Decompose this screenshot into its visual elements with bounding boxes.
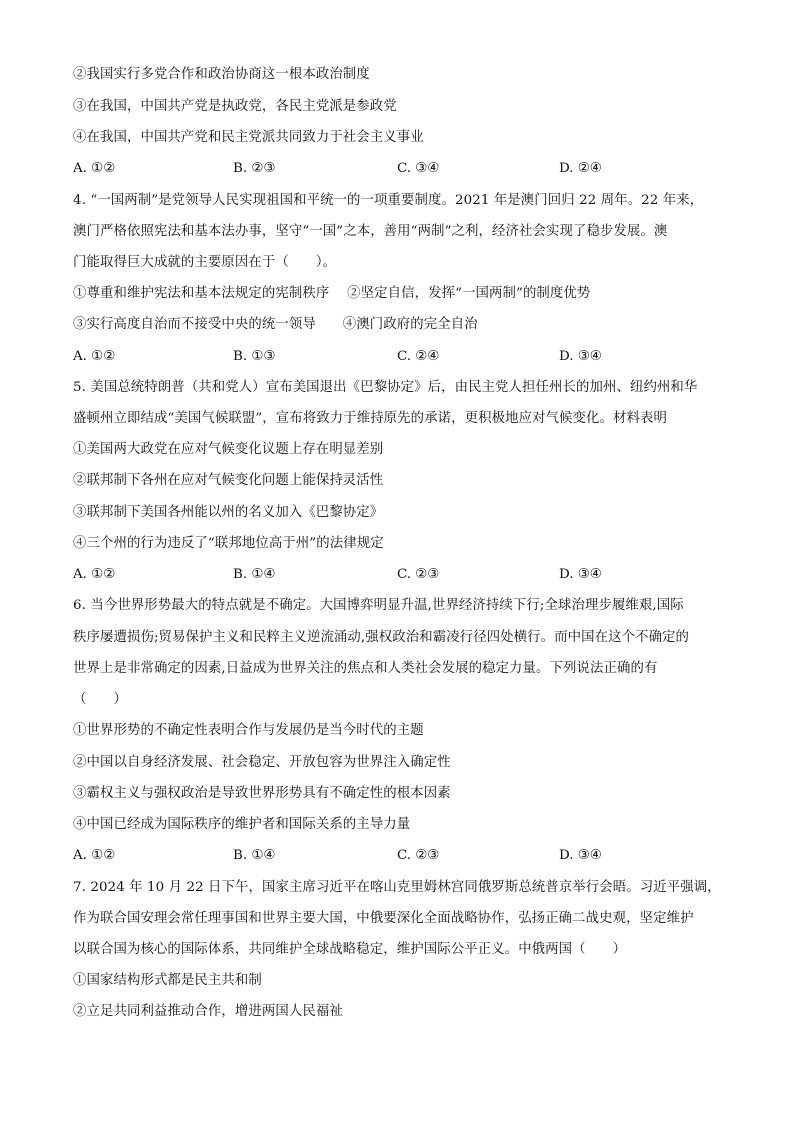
q6-statement-3: ③霸权主义与强权政治是导致世界形势具有不确定性的根本因素 <box>73 786 451 801</box>
q3-option-b: B. ②③ <box>233 161 276 176</box>
q3-statement-3: ③在我国，中国共产党是执政党，各民主党派是参政党 <box>73 99 397 114</box>
q5-option-d: D. ③④ <box>559 567 602 582</box>
q5-stem-line-2: 盛顿州立即结成“美国气候联盟”，宣布将致力于维持原先的承诺，更积极地应对气候变化。材料表明 <box>73 411 667 426</box>
q6-option-d: D. ③④ <box>559 848 602 863</box>
q6-statement-2: ②中国以自身经济发展、社会稳定、开放包容为世界注入确定性 <box>73 755 451 770</box>
q5-option-a: A. ①② <box>73 567 116 582</box>
q4-option-b: B. ①③ <box>233 349 276 364</box>
q4-option-d: D. ③④ <box>559 349 602 364</box>
q4-option-c: C. ②④ <box>397 349 440 364</box>
q4-statements-2: ③实行高度自治而不接受中央的统一领导 ④澳门政府的完全自治 <box>73 317 478 332</box>
q6-stem-line-4: （ ） <box>73 692 127 707</box>
q7-statement-1: ①国家结构形式都是民主共和制 <box>73 973 262 988</box>
q6-stem-line-3: 世界上是非常确定的因素,日益成为世界关注的焦点和人类社会发展的稳定力量。下列说法正确的有 <box>73 661 658 676</box>
q3-statement-2: ②我国实行多党合作和政治协商这一根本政治制度 <box>73 67 370 82</box>
q3-statement-4: ④在我国，中国共产党和民主党派共同致力于社会主义事业 <box>73 130 424 145</box>
q5-statement-3: ③联邦制下美国各州能以州的名义加入《巴黎协定》 <box>73 505 384 520</box>
q7-stem-line-3: 以联合国为核心的国际体系，共同维护全球战略稳定，维护国际公平正义。中俄两国（ ） <box>73 942 627 957</box>
q6-statement-4: ④中国已经成为国际秩序的维护者和国际关系的主导力量 <box>73 817 411 832</box>
q6-statement-1: ①世界形势的不确定性表明合作与发展仍是当今时代的主题 <box>73 723 424 738</box>
q5-stem-line-1: 5. 美国总统特朗普（共和党人）宣布美国退出《巴黎协定》后，由民主党人担任州长的加州、纽约州和华 <box>73 380 698 395</box>
q5-statement-1: ①美国两大政党在应对气候变化议题上存在明显差别 <box>73 442 384 457</box>
q6-option-b: B. ①④ <box>233 848 276 863</box>
q3-options <box>73 159 733 179</box>
q4-stem-line-2: 澳门严格依照宪法和基本法办事，坚守“一国”之本，善用“两制”之利，经济社会实现了稳步发展。澳 <box>73 224 668 239</box>
q5-options <box>73 565 733 585</box>
q4-stem-line-1: 4. “一国两制”是党领导人民实现祖国和平统一的一项重要制度。2021 年是澳门回归 22 周年。22 年来， <box>73 193 704 208</box>
q7-statement-2: ②立足共同利益推动合作，增进两国人民福祉 <box>73 1004 343 1019</box>
q3-option-a: A. ①② <box>73 161 116 176</box>
q5-statement-2: ②联邦制下各州在应对气候变化问题上能保持灵活性 <box>73 473 384 488</box>
q4-stem-line-3: 门能取得巨大成就的主要原因在于（ ）。 <box>73 255 337 270</box>
q6-option-c: C. ②③ <box>397 848 440 863</box>
q5-option-b: B. ①④ <box>233 567 276 582</box>
q6-stem-line-1: 6. 当今世界形势最大的特点就是不确定。大国博弈明显升温,世界经济持续下行;全球治理步履维艰,国际 <box>73 598 684 613</box>
q4-statements-1: ①尊重和维护宪法和基本法规定的宪制秩序 ②坚定自信，发挥“一国两制”的制度优势 <box>73 286 591 301</box>
q4-option-a: A. ①② <box>73 349 116 364</box>
q4-options <box>73 347 733 367</box>
q3-option-d: D. ②④ <box>559 161 602 176</box>
q3-option-c: C. ③④ <box>397 161 440 176</box>
q6-option-a: A. ①② <box>73 848 116 863</box>
q5-option-c: C. ②③ <box>397 567 440 582</box>
q5-statement-4: ④三个州的行为违反了“联邦地位高于州”的法律规定 <box>73 536 384 551</box>
q7-stem-line-2: 作为联合国安理会常任理事国和世界主要大国，中俄要深化全面战略协作，弘扬正确二战史观，坚定维护 <box>73 911 694 926</box>
q7-stem-line-1: 7. 2024 年 10 月 22 日下午，国家主席习近平在喀山克里姆林宫同俄罗斯总统普京举行会晤。习近平强调， <box>73 880 721 895</box>
q6-options <box>73 846 733 866</box>
q6-stem-line-2: 秩序屡遭损伤;贸易保护主义和民粹主义逆流涌动,强权政治和霸凌行径四处横行。而中国在这个不确定的 <box>73 630 690 645</box>
